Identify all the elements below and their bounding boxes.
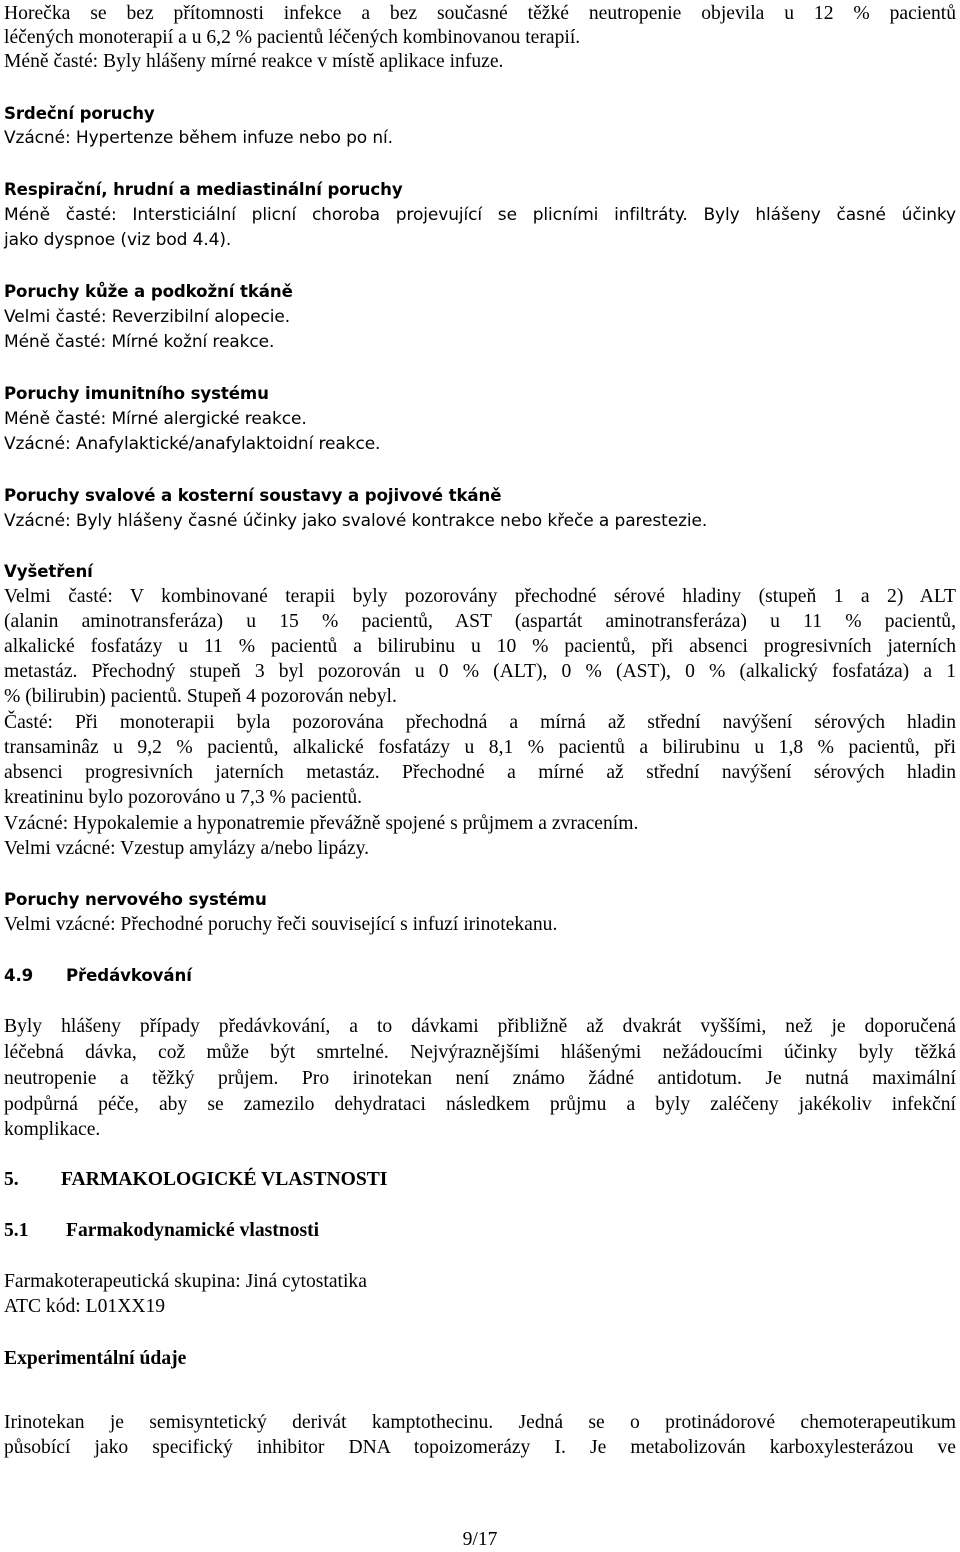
- section-number: 4.9: [4, 966, 34, 985]
- section-4-9-heading: [4, 964, 192, 988]
- body-line: Vzácné: Hypertenze během infuze nebo po ní.: [4, 128, 393, 148]
- section-heading: Vyšetření: [4, 562, 93, 581]
- section-title: Předávkování: [66, 966, 192, 985]
- body-line: alkalické fosfatázy u 11 % pacientů a bilirubinu u 10 % pacientů, při absenci progresivních jaterních: [4, 636, 956, 657]
- section-number: 5.: [4, 1169, 19, 1190]
- body-line: transaminâz u 9,2 % pacientů, alkalické fosfatázy u 8,1 % pacientů a bilirubinu u 1,8 % pacientů, při: [4, 737, 956, 758]
- page-number: 9/17: [462, 1529, 498, 1550]
- body-line: Méně časté: Intersticiální plicní choroba projevující se plicními infiltráty. Byly hlášeny časné účinky: [4, 205, 956, 225]
- section-heading: Poruchy nervového systému: [4, 890, 267, 909]
- body-line: Méně časté: Byly hlášeny mírné reakce v místě aplikace infuze.: [4, 51, 504, 72]
- section-5-heading: [4, 1168, 387, 1192]
- body-line: Byly hlášeny případy předávkování, a to dávkami přibližně až dvakrát vyššími, než je doporučená: [4, 1016, 956, 1037]
- section-title: FARMAKOLOGICKÉ VLASTNOSTI: [61, 1169, 388, 1190]
- body-line: Časté: Při monoterapii byla pozorována přechodná a mírná až střední navýšení sérových hladin: [4, 712, 956, 733]
- section-heading: Respirační, hrudní a mediastinální poruchy: [4, 180, 403, 199]
- body-line: absenci progresivních jaterních metastáz. Přechodné a mírné až střední navýšení sérových hladin: [4, 762, 956, 783]
- body-line: neutropenie a těžký průjem. Pro irinotekan není známo žádné antidotum. Je nutná maximální: [4, 1068, 956, 1089]
- body-line: podpůrná péče, aby se zamezilo dehydrataci následkem průjmu a byly zaléčeny jakékoliv infekční: [4, 1094, 956, 1115]
- body-line: kreatininu bylo pozorováno u 7,3 % pacientů.: [4, 787, 363, 808]
- section-title: Farmakodynamické vlastnosti: [66, 1220, 320, 1241]
- body-line: % (bilirubin) pacientů. Stupeň 4 pozorován nebyl.: [4, 686, 397, 707]
- body-line: léčených monoterapií a u 6,2 % pacientů léčených kombinovanou terapií.: [4, 27, 581, 48]
- section-heading: Poruchy imunitního systému: [4, 384, 269, 403]
- body-line: léčebná dávka, což může být smrtelné. Nejvýraznějšími hlášenými nežádoucími účinky byly těžká: [4, 1042, 956, 1063]
- section-heading: Poruchy svalové a kosterní soustavy a pojivové tkáně: [4, 486, 502, 505]
- body-line: Velmi vzácné: Přechodné poruchy řeči související s infuzí irinotekanu.: [4, 914, 558, 935]
- body-line: jako dyspnoe (viz bod 4.4).: [4, 230, 232, 250]
- body-line: ATC kód: L01XX19: [4, 1296, 166, 1317]
- body-line: komplikace.: [4, 1119, 101, 1140]
- body-line: Velmi časté: Reverzibilní alopecie.: [4, 307, 291, 327]
- subsection-heading: Experimentální údaje: [4, 1348, 187, 1369]
- body-line: Irinotekan je semisyntetický derivát kamptothecinu. Jedná se o protinádorové chemoterapeutikum: [4, 1412, 956, 1433]
- body-line: Vzácné: Anafylaktické/anafylaktoidní reakce.: [4, 434, 381, 454]
- body-line: Vzácné: Byly hlášeny časné účinky jako svalové kontrakce nebo křeče a parestezie.: [4, 511, 708, 531]
- body-line: metastáz. Přechodný stupeň 3 byl pozorován u 0 % (ALT), 0 % (AST), 0 % (alkalický fosfatáza) a 1: [4, 661, 956, 682]
- body-line: působící jako specifický inhibitor DNA topoizomerázy I. Je metabolizován karboxylesterázou ve: [4, 1437, 956, 1458]
- body-line: (alanin aminotransferáza) u 15 % pacientů, AST (aspartát aminotransferáza) u 11 % pacientů,: [4, 611, 956, 632]
- body-line: Farmakoterapeutická skupina: Jiná cytostatika: [4, 1271, 367, 1292]
- section-heading: Poruchy kůže a podkožní tkáně: [4, 282, 293, 301]
- body-line: Méně časté: Mírné alergické reakce.: [4, 409, 307, 429]
- section-5-1-heading: [4, 1219, 319, 1243]
- body-line: Méně časté: Mírné kožní reakce.: [4, 332, 275, 352]
- body-line: Horečka se bez přítomnosti infekce a bez současné těžké neutropenie objevila u 12 % pacientů: [4, 3, 956, 24]
- section-heading: Srdeční poruchy: [4, 104, 155, 123]
- body-line: Velmi vzácné: Vzestup amylázy a/nebo lipázy.: [4, 838, 370, 859]
- section-number: 5.1: [4, 1220, 29, 1241]
- body-line: Velmi časté: V kombinované terapii byly pozorovány přechodné sérové hladiny (stupeň 1 a 2) ALT: [4, 586, 956, 607]
- body-line: Vzácné: Hypokalemie a hyponatremie převážně spojené s průjmem a zvracením.: [4, 813, 639, 834]
